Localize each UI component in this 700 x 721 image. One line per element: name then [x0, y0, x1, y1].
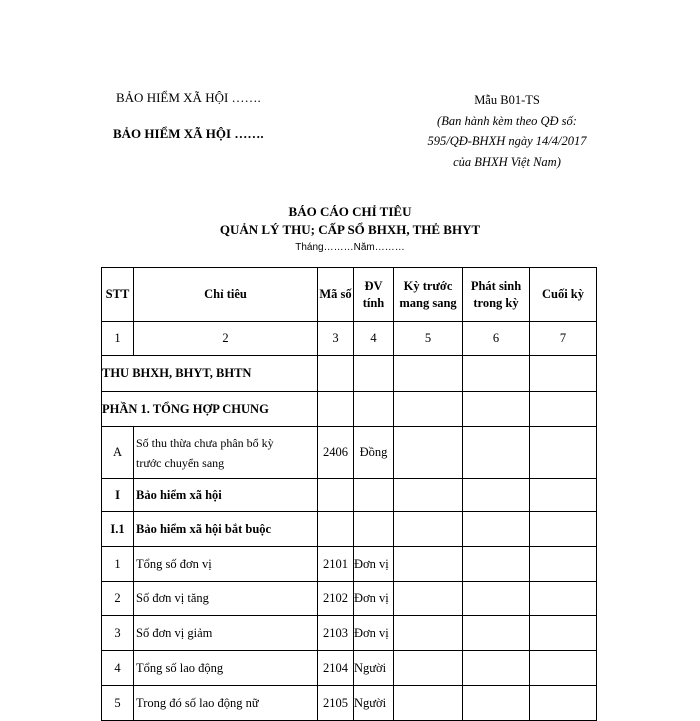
table-cell	[530, 547, 597, 582]
table-cell	[394, 686, 463, 721]
table-cell	[463, 686, 530, 721]
table-cell	[530, 512, 597, 547]
report-table	[101, 267, 597, 721]
table-cell	[394, 512, 463, 547]
table-cell	[354, 479, 394, 512]
table-cell	[318, 356, 354, 392]
header-unit-line1: ĐV	[364, 278, 383, 293]
table-row	[102, 356, 597, 392]
table-cell	[318, 392, 354, 427]
header-unit-line2: tính	[362, 295, 385, 310]
form-note-line3: của BHXH Việt Nam)	[453, 154, 561, 169]
table-cell	[463, 479, 530, 512]
table-cell	[394, 479, 463, 512]
row-unit: Đơn vị	[354, 547, 394, 582]
row-indicator	[134, 427, 318, 479]
row-unit: Đơn vị	[354, 616, 394, 651]
table-row	[102, 512, 597, 547]
table-row	[102, 616, 597, 651]
table-cell	[463, 427, 530, 479]
table-row	[102, 479, 597, 512]
header-indicator: Chỉ tiêu	[134, 268, 318, 322]
row-indicator: Trong đó số lao động nữ	[134, 686, 318, 721]
form-note-line1: (Ban hành kèm theo QĐ số:	[437, 113, 577, 128]
header-code: Mã số	[318, 268, 354, 322]
agency-name-line2: BẢO HIỂM XÃ HỘI …….	[113, 126, 264, 141]
header-previous-line2: mang sang	[399, 295, 457, 310]
table-cell	[354, 512, 394, 547]
row-indicator: Tổng số đơn vị	[134, 547, 318, 582]
row-indicator: Bảo hiểm xã hội	[134, 479, 318, 512]
row-stt: 2	[102, 582, 134, 616]
table-cell	[394, 427, 463, 479]
table-cell	[530, 479, 597, 512]
form-info	[412, 90, 602, 172]
table-row	[102, 582, 597, 616]
column-number: 4	[354, 322, 394, 356]
table-cell	[530, 356, 597, 392]
row-code: 2406	[318, 427, 354, 479]
row-unit: Đồng	[354, 427, 394, 479]
table-cell	[530, 392, 597, 427]
table-row	[102, 651, 597, 686]
header-previous-line1: Kỳ trước	[403, 278, 453, 293]
table-cell	[394, 651, 463, 686]
report-period: Tháng………Năm………	[295, 242, 405, 253]
agency-name-line1: BẢO HIỂM XÃ HỘI …….	[116, 90, 261, 105]
row-stt: 4	[102, 651, 134, 686]
header-stt: STT	[102, 268, 134, 322]
column-number: 6	[463, 322, 530, 356]
table-cell	[394, 356, 463, 392]
table-cell	[354, 356, 394, 392]
row-code: 2104	[318, 651, 354, 686]
row-unit: Đơn vị	[354, 582, 394, 616]
table-cell	[463, 512, 530, 547]
row-indicator-line1: Số thu thừa chưa phân bổ kỳ	[136, 435, 274, 450]
table-row	[102, 686, 597, 721]
column-number: 1	[102, 322, 134, 356]
table-row	[102, 427, 597, 479]
row-indicator: Tổng số lao động	[134, 651, 318, 686]
header-unit	[354, 268, 394, 322]
table-cell	[394, 547, 463, 582]
column-number-row	[102, 322, 597, 356]
report-title: BÁO CÁO CHỈ TIÊU	[288, 204, 412, 219]
row-stt: 3	[102, 616, 134, 651]
table-cell	[463, 392, 530, 427]
form-note-line2: 595/QĐ-BHXH ngày 14/4/2017	[427, 134, 587, 148]
header-arising-line1: Phát sinh	[470, 278, 522, 293]
table-cell	[530, 686, 597, 721]
header-arising-line2: trong kỳ	[473, 295, 519, 310]
table-cell	[394, 582, 463, 616]
section-heading: PHẦN 1. TỔNG HỢP CHUNG	[102, 392, 318, 427]
row-stt: 5	[102, 686, 134, 721]
table-header-row	[102, 268, 597, 322]
row-indicator-line2: trước chuyển sang	[136, 455, 225, 470]
column-number: 7	[530, 322, 597, 356]
table-cell	[394, 392, 463, 427]
row-stt: A	[102, 427, 134, 479]
row-indicator: Số đơn vị giảm	[134, 616, 318, 651]
table-cell	[463, 616, 530, 651]
header-previous-period	[394, 268, 463, 322]
row-code: 2102	[318, 582, 354, 616]
row-code: 2101	[318, 547, 354, 582]
table-cell	[530, 427, 597, 479]
row-code: 2103	[318, 616, 354, 651]
column-number: 2	[134, 322, 318, 356]
table-cell	[354, 392, 394, 427]
table-cell	[463, 547, 530, 582]
row-unit: Người	[354, 686, 394, 721]
table-cell	[530, 651, 597, 686]
row-code: 2105	[318, 686, 354, 721]
row-indicator: Số đơn vị tăng	[134, 582, 318, 616]
table-row	[102, 392, 597, 427]
row-stt: I	[102, 479, 134, 512]
table-cell	[318, 479, 354, 512]
header-arising	[463, 268, 530, 322]
table-cell	[463, 651, 530, 686]
row-stt: 1	[102, 547, 134, 582]
table-cell	[394, 616, 463, 651]
table-row	[102, 547, 597, 582]
column-number: 5	[394, 322, 463, 356]
column-number: 3	[318, 322, 354, 356]
table-cell	[463, 356, 530, 392]
table-cell	[530, 616, 597, 651]
row-indicator: Bảo hiểm xã hội bắt buộc	[134, 512, 318, 547]
table-cell	[318, 512, 354, 547]
form-code: Mẫu B01-TS	[474, 93, 540, 107]
table-cell	[530, 582, 597, 616]
report-subtitle: QUẢN LÝ THU; CẤP SỔ BHXH, THẺ BHYT	[219, 222, 481, 237]
table-cell	[463, 582, 530, 616]
section-heading: THU BHXH, BHYT, BHTN	[102, 356, 318, 392]
header-end-period: Cuối kỳ	[530, 268, 597, 322]
row-stt: I.1	[102, 512, 134, 547]
row-unit: Người	[354, 651, 394, 686]
